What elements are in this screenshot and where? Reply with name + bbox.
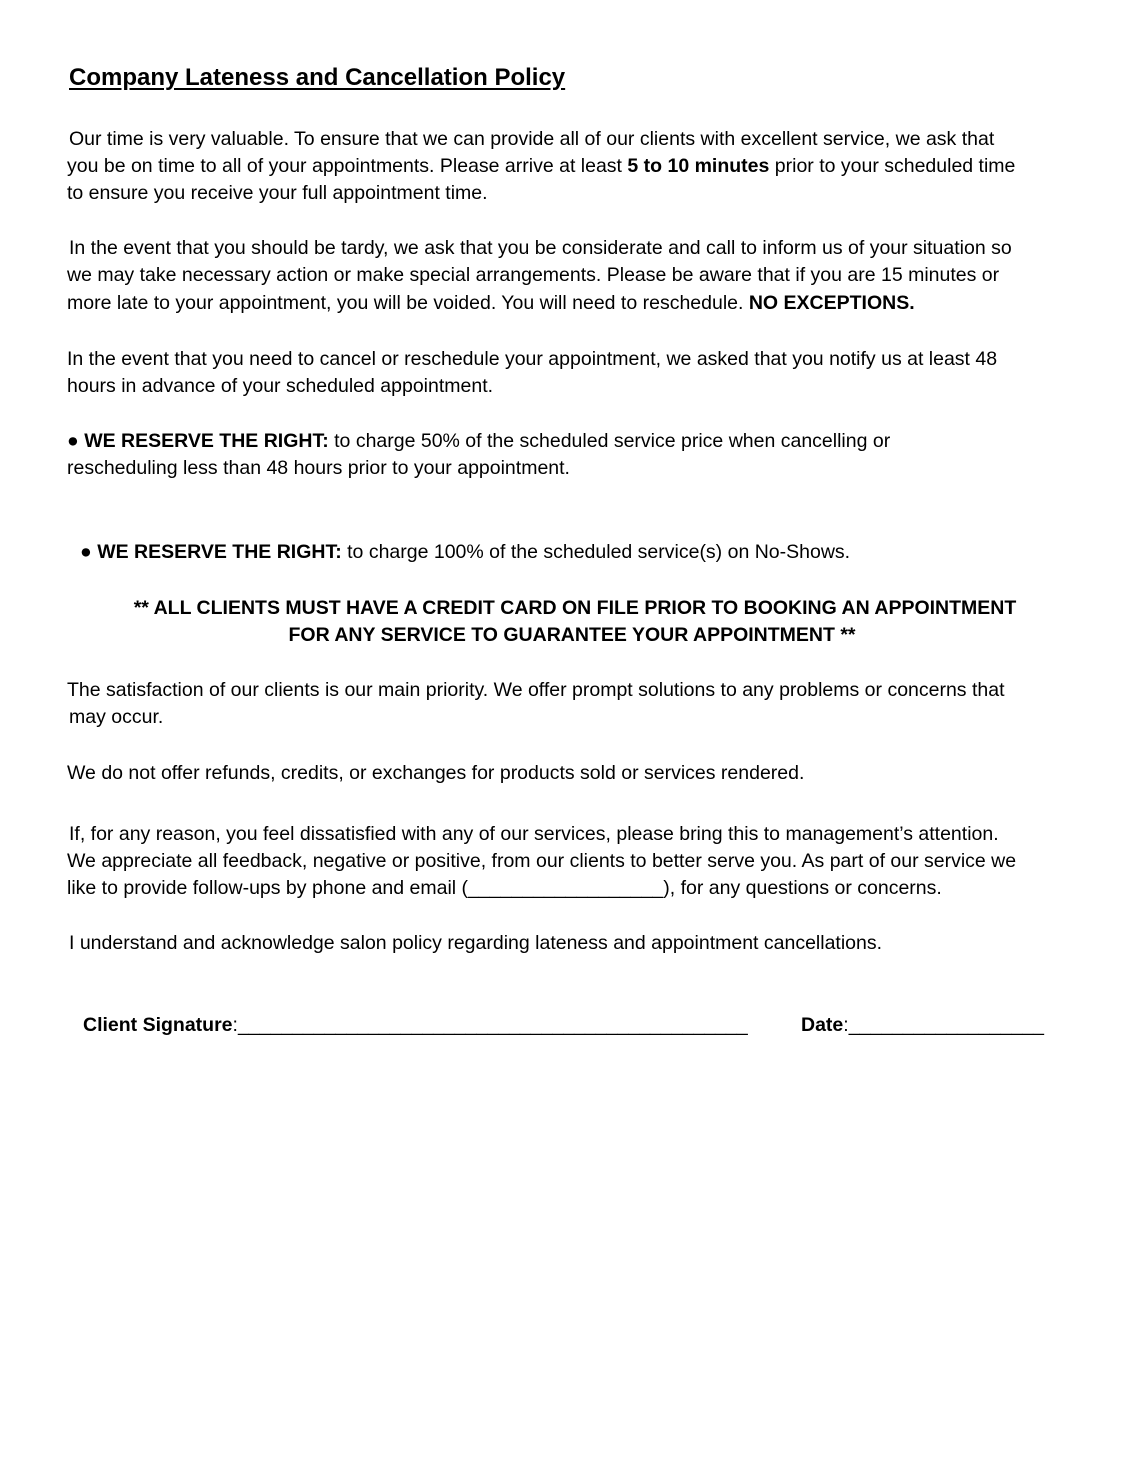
p3-line-2: hours in advance of your scheduled appointment. <box>67 375 494 397</box>
p6-line-2: We appreciate all feedback, negative or positive, from our clients to better serve you. As part of our service we <box>67 850 1017 872</box>
p1-line-2a: you be on time to all of your appointments. Please arrive at least <box>67 155 628 177</box>
p1-line-3: to ensure you receive your full appointment time. <box>67 182 488 204</box>
page-title: Company Lateness and Cancellation Policy <box>69 64 566 91</box>
p3-line-1: In the event that you need to cancel or reschedule your appointment, we asked that you notify us at least 48 <box>67 348 998 370</box>
p4-line-2: may occur. <box>69 706 164 728</box>
bullet2-heading: WE RESERVE THE RIGHT: <box>97 541 342 563</box>
bullet1-heading: WE RESERVE THE RIGHT: <box>84 430 329 452</box>
bullet-50-percent <box>67 428 890 455</box>
p2-line-2: we may take necessary action or make special arrangements. Please be aware that if you are 15 minutes or <box>67 264 1000 286</box>
bullet-icon: ● <box>67 430 79 452</box>
p2-line-3 <box>67 290 915 317</box>
bullet1-line-2: rescheduling less than 48 hours prior to your appointment. <box>67 457 570 479</box>
date-label: Date <box>801 1014 844 1036</box>
arrival-window: 5 to 10 minutes <box>627 155 770 177</box>
p6-line-3: like to provide follow-ups by phone and email (__________________), for any questions or concerns. <box>67 877 942 899</box>
bullet-no-show <box>80 539 850 566</box>
no-exceptions: NO EXCEPTIONS. <box>748 292 915 314</box>
p5-line-1: We do not offer refunds, credits, or exchanges for products sold or services rendered. <box>67 762 805 784</box>
date-line[interactable]: :__________________ <box>843 1014 1044 1036</box>
p1-line-1: Our time is very valuable. To ensure that we can provide all of our clients with excellent service, we ask that <box>69 128 995 150</box>
bullet1-text: to charge 50% of the scheduled service price when cancelling or <box>328 430 891 452</box>
p2-line-3a: more late to your appointment, you will be voided. You will need to reschedule. <box>67 292 749 314</box>
bullet-icon: ● <box>80 541 92 563</box>
client-signature-line[interactable]: :_______________________________________________ <box>232 1014 748 1036</box>
client-signature-label: Client Signature <box>83 1014 233 1036</box>
p6-line-1: If, for any reason, you feel dissatisfied with any of our services, please bring this to management’s attention. <box>69 823 999 845</box>
credit-card-notice-line-1: ** ALL CLIENTS MUST HAVE A CREDIT CARD ON FILE PRIOR TO BOOKING AN APPOINTMENT <box>133 597 1017 619</box>
p1-line-2c: prior to your scheduled time <box>769 155 1016 177</box>
date-field[interactable] <box>801 1012 1044 1039</box>
credit-card-notice-line-2: FOR ANY SERVICE TO GUARANTEE YOUR APPOINTMENT ** <box>288 624 856 646</box>
p1-line-2 <box>67 153 1015 180</box>
client-signature-field[interactable] <box>83 1012 748 1039</box>
acknowledgement: I understand and acknowledge salon policy regarding lateness and appointment cancellations. <box>69 932 883 954</box>
bullet2-text: to charge 100% of the scheduled service(s) on No-Shows. <box>341 541 851 563</box>
p2-line-1: In the event that you should be tardy, we ask that you be considerate and call to inform us of your situation so <box>69 237 1012 259</box>
p4-line-1: The satisfaction of our clients is our main priority. We offer prompt solutions to any problems or concerns that <box>67 679 1005 701</box>
